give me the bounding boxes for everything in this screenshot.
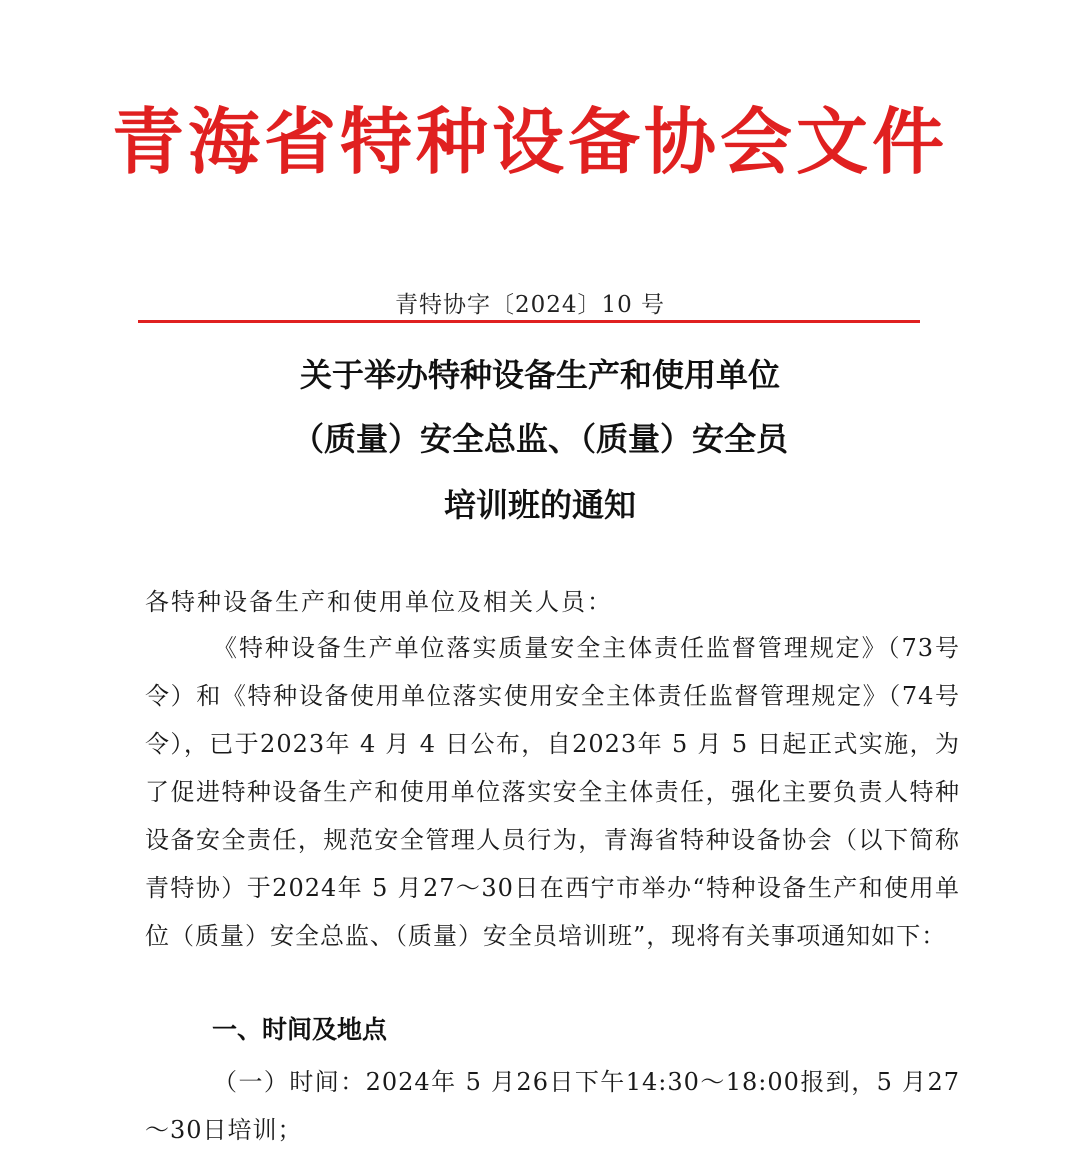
notice-title-line-1: 关于举办特种设备生产和使用单位: [299, 356, 780, 394]
red-divider-line: [138, 320, 920, 323]
paragraph-time: （一）时间：2024年 5 月26日下午14:30～18:00报到，5 月27 ～30日培训；: [145, 1068, 960, 1144]
section-heading-time-place: 一、时间及地点: [212, 1015, 388, 1044]
salutation: 各特种设备生产和使用单位及相关人员：: [145, 588, 613, 616]
paragraph-intro: 《特种设备生产单位落实质量安全主体责任监督管理规定》（73号令）和《特种设备使用单位落实使用安全主体责任监督管理规定》（74号令），已于2023年 4 月 4 日公布，自2023年 5 月 5 日起正式实施，为了促进特种设备生产和使用单位落实安全主体责任，强化主要负责人特种设备安全责任，规范安全管理人员行为，青海省特种设备协会（以下简称青特协）于2024年 5 月27～30日在西宁市举办“特种设备生产和使用单位（质量）安全总监、（质量）安全员培训班”，现将有关事项通知如下：: [145, 634, 960, 950]
notice-title-line-3: 培训班的通知: [443, 486, 636, 524]
document-number: 青特协字〔2024〕10 号: [394, 292, 666, 318]
org-header-title: 青海省特种设备协会文件: [111, 100, 948, 184]
notice-title-line-2: （质量）安全总监、（质量）安全员: [291, 420, 788, 458]
